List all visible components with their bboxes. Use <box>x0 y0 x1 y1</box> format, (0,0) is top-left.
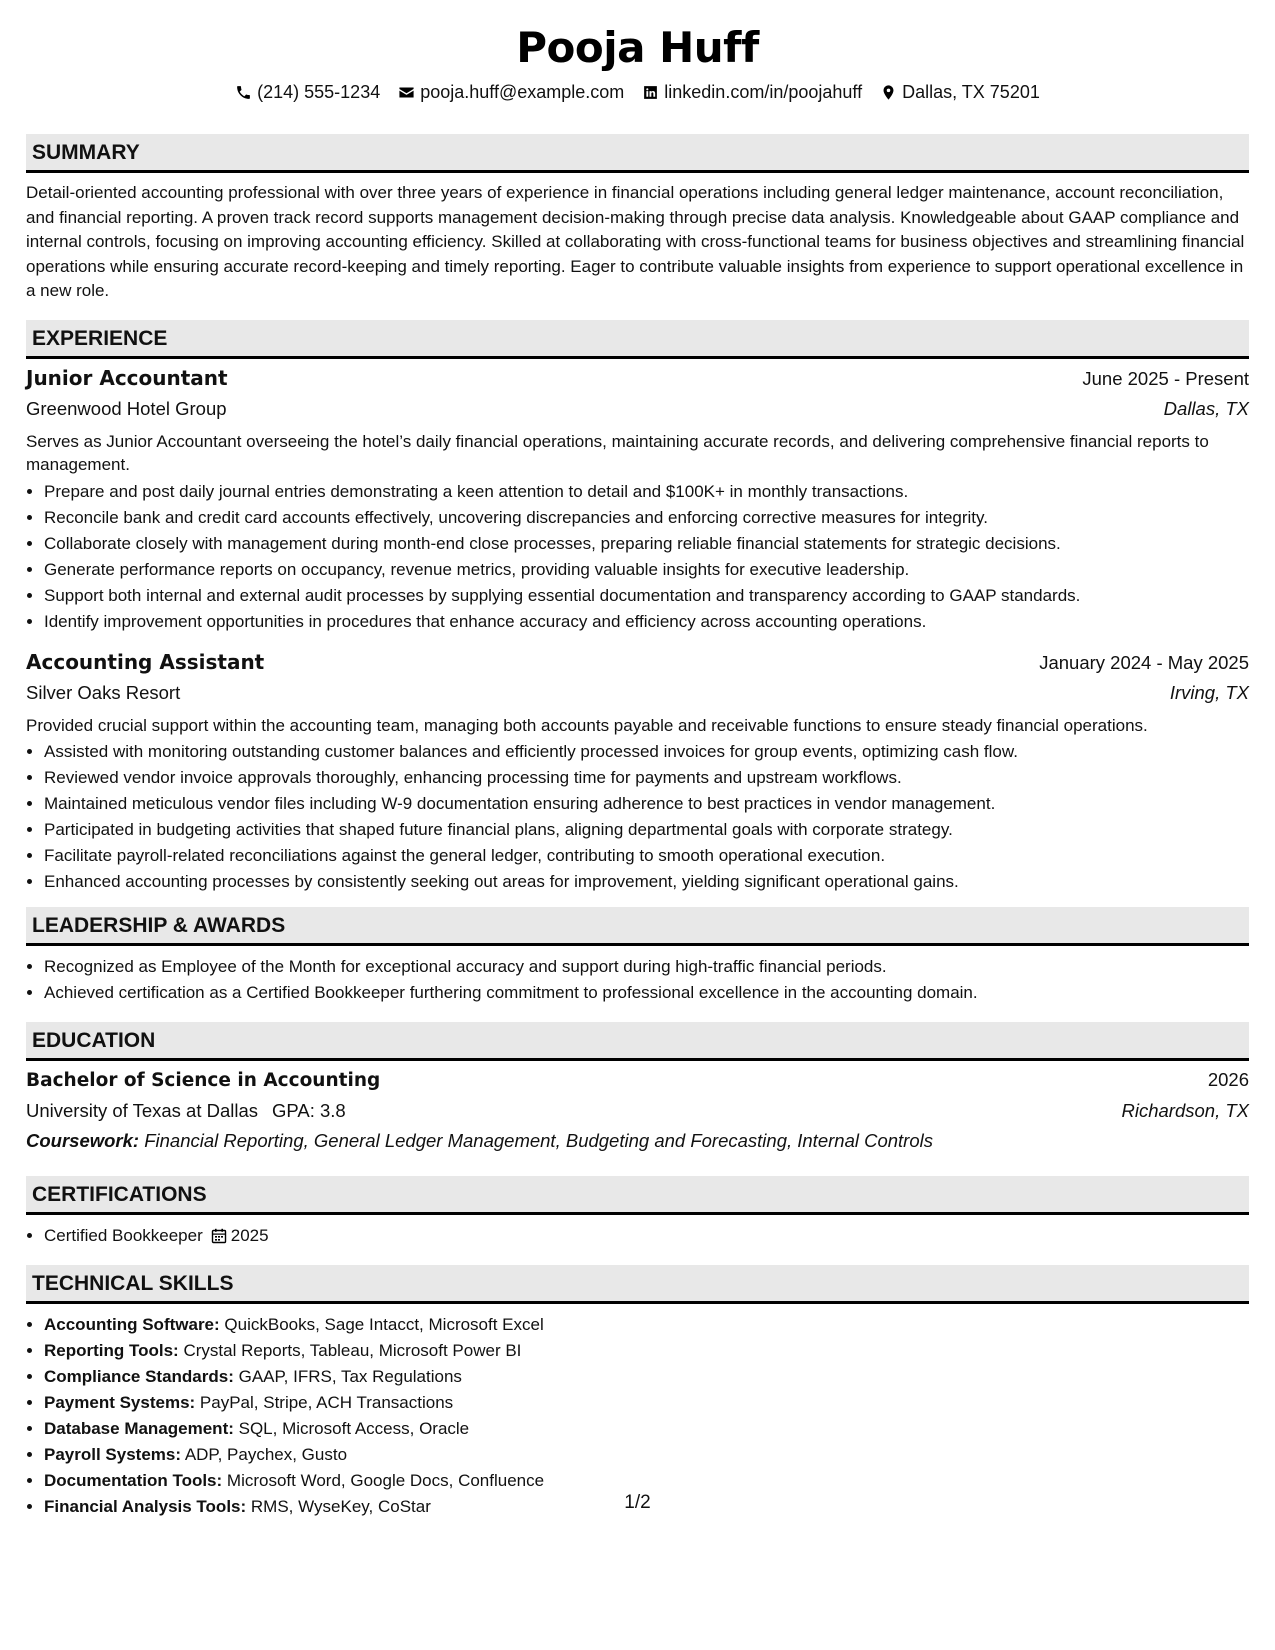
list-item: • Enhanced accounting processes by consistently seeking out areas for improvement, yielding significant operational gains. <box>44 869 1249 895</box>
list-item <box>44 1442 1249 1468</box>
graduation-year: 2026 <box>1207 1069 1249 1090</box>
summary-text: Detail-oriented accounting professional with over three years of experience in financial operations including general ledger maintenance, account reconciliation, and financial reporting. A proven track record supports management decision-making through precise data analysis. Knowledgeable about GAAP compliance and internal controls, focusing on improving accounting efficiency. Skilled at collaborating with cross-functional teams for business objectives and streamlining financial operations while ensuring accurate record-keeping and timely reporting. Eager to contribute valuable insights from experience to support operational excellence in a new role. <box>26 183 1245 300</box>
candidate-name: Pooja Huff <box>516 23 759 72</box>
list-item <box>44 1468 1249 1494</box>
skills-section <box>26 1265 1249 1520</box>
contact-linkedin[interactable] <box>642 80 862 104</box>
skill-values: SQL, Microsoft Access, Oracle <box>238 1419 470 1438</box>
experience-heading: EXPERIENCE <box>26 320 1249 359</box>
gpa: GPA: 3.8 <box>272 1100 346 1121</box>
list-item: • Maintained meticulous vendor files including W-9 documentation ensuring adherence to best practices in vendor management. <box>44 791 1249 817</box>
list-item: • Facilitate payroll-related reconciliations against the general ledger, contributing to smooth operational execution. <box>44 843 1249 869</box>
skills-heading: TECHNICAL SKILLS <box>26 1265 1249 1304</box>
skill-values: RMS, WyseKey, CoStar <box>250 1497 431 1516</box>
certifications-section <box>26 1176 1249 1249</box>
list-item <box>44 1338 1249 1364</box>
degree-title: Bachelor of Science in Accounting <box>26 1070 381 1091</box>
coursework-label: Coursework: <box>26 1130 140 1151</box>
job-entry <box>26 363 1249 635</box>
skill-category: Financial Analysis Tools: <box>44 1497 247 1516</box>
job-title: Accounting Assistant <box>26 649 265 674</box>
skill-values: Crystal Reports, Tableau, Microsoft Power BI <box>183 1341 522 1360</box>
job-bullets <box>26 479 1249 635</box>
list-item: • Achieved certification as a Certified Bookkeeper furthering commitment to professional excellence in the accounting domain. <box>44 980 1249 1006</box>
skill-category: Database Management: <box>44 1419 234 1438</box>
linkedin-icon <box>642 84 659 101</box>
summary-heading: SUMMARY <box>26 134 1249 173</box>
list-item: • Prepare and post daily journal entries demonstrating a keen attention to detail and $100K+ in monthly transactions. <box>44 479 1249 505</box>
education-heading: EDUCATION <box>26 1022 1249 1061</box>
contact-email[interactable] <box>398 80 624 104</box>
skill-category: Documentation Tools: <box>44 1471 223 1490</box>
skill-category: Accounting Software: <box>44 1315 220 1334</box>
list-item: • Generate performance reports on occupancy, revenue metrics, providing valuable insights for executive leadership. <box>44 557 1249 583</box>
list-item: • Collaborate closely with management during month-end close processes, preparing reliable financial statements for strategic decisions. <box>44 531 1249 557</box>
job-title: Junior Accountant <box>26 365 228 390</box>
list-item <box>44 1390 1249 1416</box>
contact-location <box>880 80 1040 104</box>
contact-bar <box>26 80 1249 104</box>
contact-phone[interactable] <box>235 80 380 104</box>
job-dates: June 2025 - Present <box>1082 367 1249 389</box>
envelope-icon <box>398 84 415 101</box>
list-item: • Recognized as Employee of the Month for exceptional accuracy and support during high-traffic financial periods. <box>44 954 1249 980</box>
certifications-list <box>26 1223 1249 1249</box>
skill-values: PayPal, Stripe, ACH Transactions <box>199 1393 454 1412</box>
skill-category: Payment Systems: <box>44 1393 196 1412</box>
certifications-heading: CERTIFICATIONS <box>26 1176 1249 1215</box>
job-entry <box>26 647 1249 896</box>
job-company: Silver Oaks Resort <box>26 681 181 703</box>
skill-category: Reporting Tools: <box>44 1341 179 1360</box>
skill-values: QuickBooks, Sage Intacct, Microsoft Excel <box>224 1315 544 1334</box>
list-item: • Identify improvement opportunities in procedures that enhance accuracy and efficiency across accounting operations. <box>44 609 1249 635</box>
list-item: • Reconcile bank and credit card accounts effectively, uncovering discrepancies and enforcing corrective measures for integrity. <box>44 505 1249 531</box>
coursework-line <box>26 1126 1249 1156</box>
list-item: • Participated in budgeting activities that shaped future financial plans, aligning departmental goals with corporate strategy. <box>44 817 1249 843</box>
certification-year: 2025 <box>230 1226 269 1245</box>
skill-category: Compliance Standards: <box>44 1367 234 1386</box>
leadership-section <box>26 907 1249 1006</box>
job-description: Serves as Junior Accountant overseeing the hotel’s daily financial operations, maintaining accurate records, and delivering comprehensive financial reports to management. <box>26 431 1209 474</box>
job-description: Provided crucial support within the accounting team, managing both accounts payable and receivable functions to ensure steady financial operations. <box>26 715 1148 735</box>
list-item <box>44 1223 1249 1249</box>
skills-list <box>26 1312 1249 1520</box>
page-number: 1/2 <box>624 1492 651 1513</box>
calendar-icon <box>211 1228 227 1244</box>
list-item: • Support both internal and external audit processes by supplying essential documentation and transparency according to GAAP standards. <box>44 583 1249 609</box>
job-location: Dallas, TX <box>1163 397 1249 419</box>
phone-text: (214) 555-1234 <box>257 82 381 102</box>
leadership-heading: LEADERSHIP & AWARDS <box>26 907 1249 946</box>
job-company: Greenwood Hotel Group <box>26 397 227 419</box>
experience-section <box>26 320 1249 896</box>
list-item <box>44 1312 1249 1338</box>
skill-category: Payroll Systems: <box>44 1445 182 1464</box>
school-location: Richardson, TX <box>1121 1100 1249 1121</box>
job-bullets <box>26 739 1249 895</box>
linkedin-text: linkedin.com/in/poojahuff <box>664 82 863 102</box>
email-text: pooja.huff@example.com <box>420 82 625 102</box>
certification-name: • Certified Bookkeeper <box>44 1226 203 1245</box>
list-item: • Assisted with monitoring outstanding customer balances and efficiently processed invoices for group events, optimizing cash flow. <box>44 739 1249 765</box>
list-item <box>44 1364 1249 1390</box>
job-dates: January 2024 - May 2025 <box>1039 651 1249 673</box>
skill-values: ADP, Paychex, Gusto <box>184 1445 348 1464</box>
summary-section <box>26 134 1249 304</box>
skill-values: GAAP, IFRS, Tax Regulations <box>238 1367 462 1386</box>
map-pin-icon <box>880 84 897 101</box>
education-section <box>26 1022 1249 1156</box>
list-item <box>44 1416 1249 1442</box>
school-line <box>26 1096 346 1126</box>
skill-values: Microsoft Word, Google Docs, Confluence <box>226 1471 545 1490</box>
school-name: University of Texas at Dallas <box>26 1100 259 1121</box>
coursework-list: Financial Reporting, General Ledger Management, Budgeting and Forecasting, Internal Controls <box>144 1130 933 1151</box>
phone-icon <box>235 84 252 101</box>
location-text: Dallas, TX 75201 <box>902 82 1040 102</box>
list-item: • Reviewed vendor invoice approvals thoroughly, enhancing processing time for payments and upstream workflows. <box>44 765 1249 791</box>
leadership-bullets <box>26 954 1249 1006</box>
job-location: Irving, TX <box>1169 681 1249 703</box>
